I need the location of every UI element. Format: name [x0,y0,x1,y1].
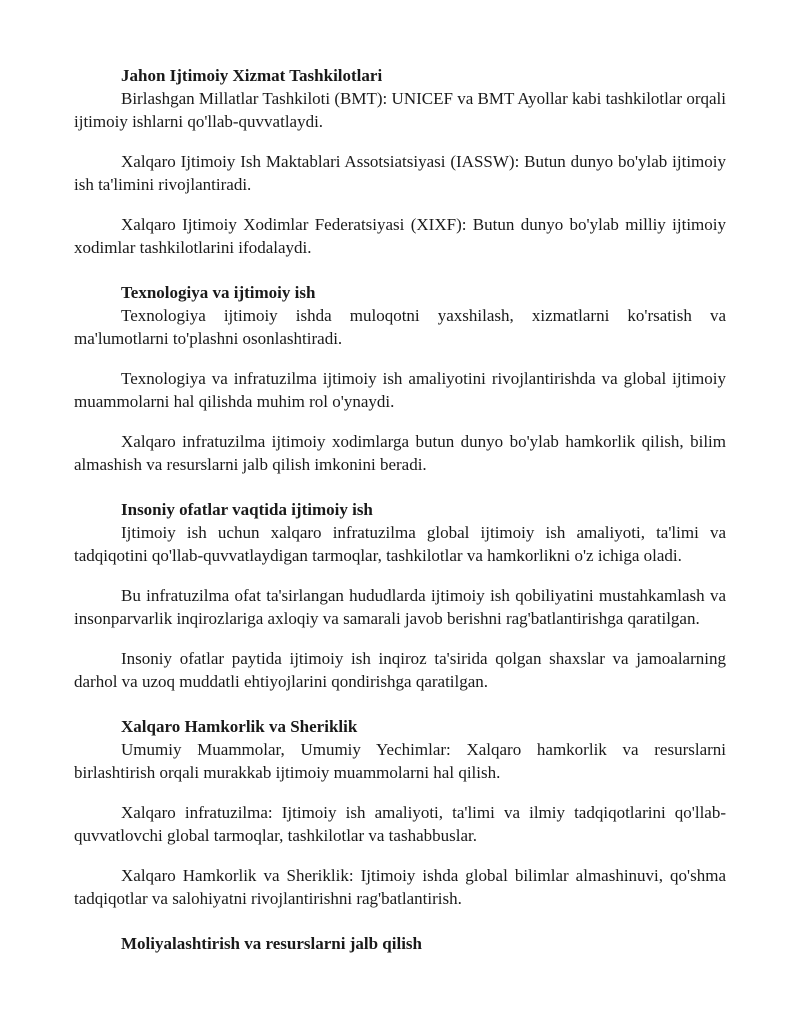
paragraph: Ijtimoiy ish uchun xalqaro infratuzilma global ijtimoiy ish amaliyoti, ta'limi va tadqiqotini qo'llab-quvvatlaydigan tarmoqlar, tashkilotlar va hamkorlikni o'z ichiga oladi. [74,523,726,565]
section-heading: Insoniy ofatlar vaqtida ijtimoiy ish [121,500,373,519]
section-funding-and-resources [74,932,726,955]
section-international-cooperation [74,715,726,910]
paragraph: Texnologiya va infratuzilma ijtimoiy ish amaliyotini rivojlantirishda va global ijtimoiy muammolarni hal qilishda muhim rol o'ynaydi. [74,369,726,411]
section-technology-and-social-work [74,281,726,476]
paragraph: Bu infratuzilma ofat ta'sirlangan hududlarda ijtimoiy ish qobiliyatini mustahkamlash va insonparvarlik inqirozlariga axloqiy va samarali javob berishni rag'batlantirishga qaratilgan. [74,586,726,628]
section-heading: Xalqaro Hamkorlik va Sheriklik [121,717,358,736]
section-social-work-during-disasters [74,498,726,693]
section-heading: Moliyalashtirish va resurslarni jalb qilish [121,934,423,953]
paragraph: Xalqaro Ijtimoiy Xodimlar Federatsiyasi (XIXF): Butun dunyo bo'ylab milliy ijtimoiy xodimlar tashkilotlarini ifodalaydi. [74,215,726,257]
paragraph: Birlashgan Millatlar Tashkiloti (BMT): UNICEF va BMT Ayollar kabi tashkilotlar orqali ijtimoiy ishlarni qo'llab-quvvatlaydi. [74,89,726,131]
section-heading: Jahon Ijtimoiy Xizmat Tashkilotlari [121,66,383,85]
section-heading: Texnologiya va ijtimoiy ish [121,283,316,302]
paragraph: Insoniy ofatlar paytida ijtimoiy ish inqiroz ta'sirida qolgan shaxslar va jamoalarning darhol va uzoq muddatli ehtiyojlarini qondirishga qaratilgan. [74,649,726,691]
paragraph: Umumiy Muammolar, Umumiy Yechimlar: Xalqaro hamkorlik va resurslarni birlashtirish orqali murakkab ijtimoiy muammolarni hal qilish. [74,740,726,782]
paragraph: Texnologiya ijtimoiy ishda muloqotni yaxshilash, xizmatlarni ko'rsatish va ma'lumotlarni to'plashni osonlashtiradi. [74,306,726,348]
section-world-social-service-organizations [74,64,726,259]
paragraph: Xalqaro Hamkorlik va Sheriklik: Ijtimoiy ishda global bilimlar almashinuvi, qo'shma tadqiqotlar va salohiyatni rivojlantirishni rag'batlantirish. [74,866,726,908]
paragraph: Xalqaro Ijtimoiy Ish Maktablari Assotsiatsiyasi (IASSW): Butun dunyo bo'ylab ijtimoiy ish ta'limini rivojlantiradi. [74,152,726,194]
paragraph: Xalqaro infratuzilma ijtimoiy xodimlarga butun dunyo bo'ylab hamkorlik qilish, bilim almashish va resurslarni jalb qilish imkonini beradi. [74,432,726,474]
paragraph: Xalqaro infratuzilma: Ijtimoiy ish amaliyoti, ta'limi va ilmiy tadqiqotlarini qo'llab-quvvatlovchi global tarmoqlar, tashkilotlar va tashabbuslar. [74,803,726,845]
